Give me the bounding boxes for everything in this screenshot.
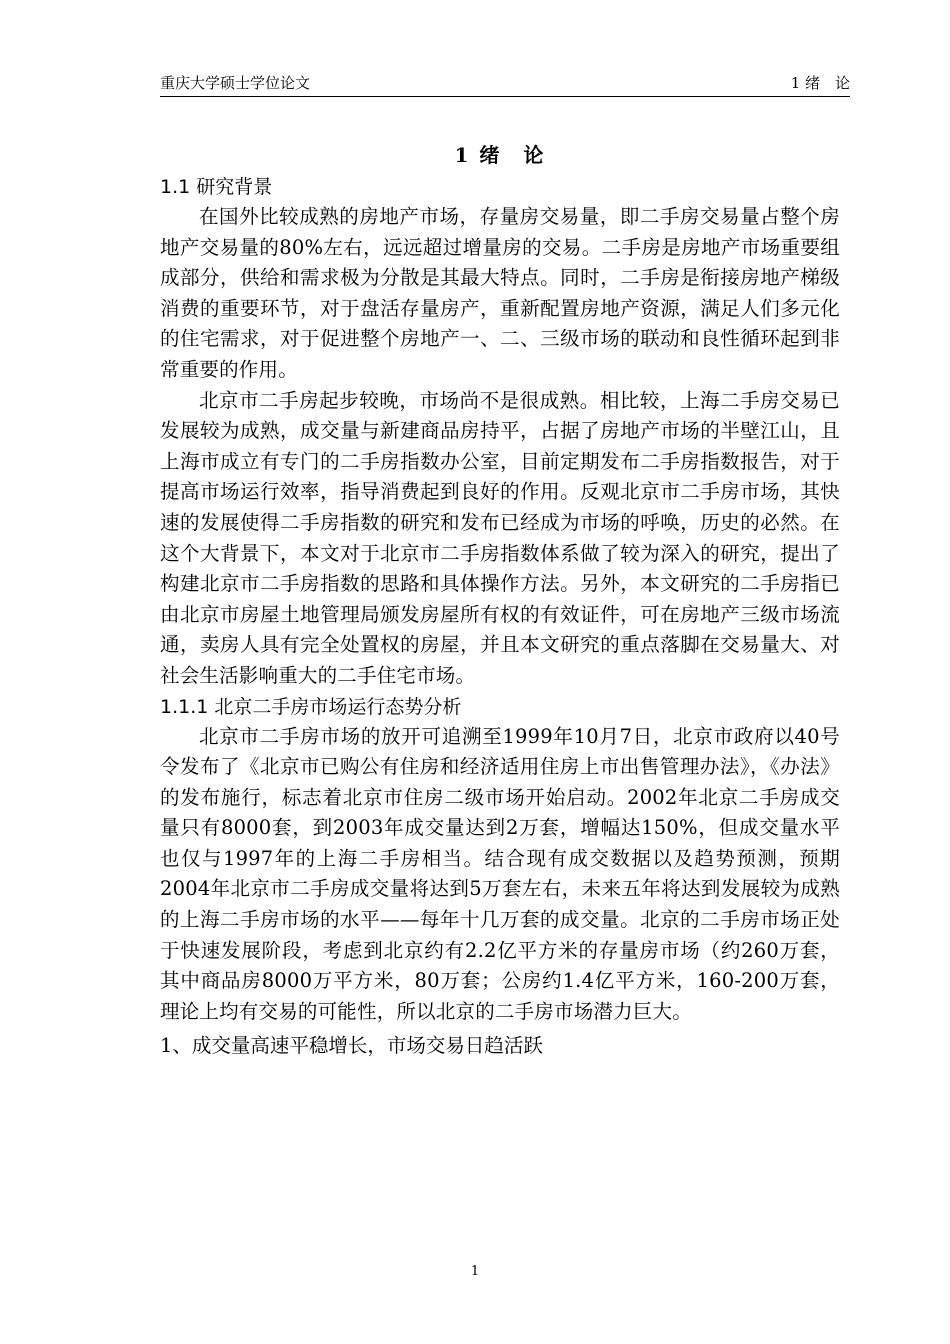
page-number: 1 — [470, 1264, 480, 1279]
paragraph: 北京市二手房起步较晚，市场尚不是很成熟。相比较，上海二手房交易已发展较为成熟，成交量与新建商品房持平，占据了房地产市场的半壁江山，且上海市成立有专门的二手房指数办公室，目前定期发布二手房指数报告，对于提高市场运行效率，指导消费起到良好的作用。反观北京市二手房市场，其快速的发展使得二手房指数的研究和发布已经成为市场的呼唤，历史的必然。在这个大背景下，本文对于北京市二手房指数体系做了较为深入的研究，提出了构建北京市二手房指数的思路和具体操作方法。另外，本文研究的二手房指已由北京市房屋土地管理局颁发房屋所有权的有效证件，可在房地产三级市场流通，卖房人具有完全处置权的房屋，并且本文研究的重点落脚在交易量大、对社会生活影响重大的二手住宅市场。 — [160, 388, 840, 687]
chapter-title: 1 绪 论 — [454, 143, 546, 167]
section-heading-1-1: 1.1 研究背景 — [160, 176, 273, 198]
list-item: 1、成交量高速平稳增长，市场交易日趋活跃 — [160, 1034, 543, 1058]
section-heading-1-1-1: 1.1.1 北京二手房市场运行态势分析 — [160, 695, 462, 718]
page-header — [160, 72, 850, 97]
paragraph: 在国外比较成熟的房地产市场，存量房交易量，即二手房交易量占整个房地产交易量的80%左右，远远超过增量房的交易。二手房是房地产市场重要组成部分，供给和需求极为分散是其最大特点。同时，二手房是衔接房地产梯级消费的重要环节，对于盘活存量房产，重新配置房地产资源，满足人们多元化的住宅需求，对于促进整个房地产一、二、三级市场的联动和良性循环起到非常重要的作用。 — [160, 205, 840, 381]
page-content — [160, 138, 840, 1062]
header-chapter: 1 绪 论 — [790, 74, 850, 92]
paragraph: 北京市二手房市场的放开可追溯至1999年10月7日，北京市政府以40号令发布了《北京市已购公有住房和经济适用住房上市出售管理办法》，《办法》的发布施行，标志着北京市住房二级市场开始启动。2002年北京二手房成交量只有8000套，到2003年成交量达到2万套，增幅达150%，但成交量水平也仅与1997年的上海二手房相当。结合现有成交数据以及趋势预测，预期2004年北京市二手房成交量将达到5万套左右，未来五年将达到发展较为成熟的上海二手房市场的水平——每年十几万套的成交量。北京的二手房市场正处于快速发展阶段，考虑到北京约有2.2亿平方米的存量房市场（约260万套，其中商品房8000万平方米，80万套；公房约1.4亿平方米，160-200万套，理论上均有交易的可能性，所以北京的二手房市场潜力巨大。 — [160, 724, 840, 1023]
header-thesis-name: 重庆大学硕士学位论文 — [160, 74, 311, 92]
